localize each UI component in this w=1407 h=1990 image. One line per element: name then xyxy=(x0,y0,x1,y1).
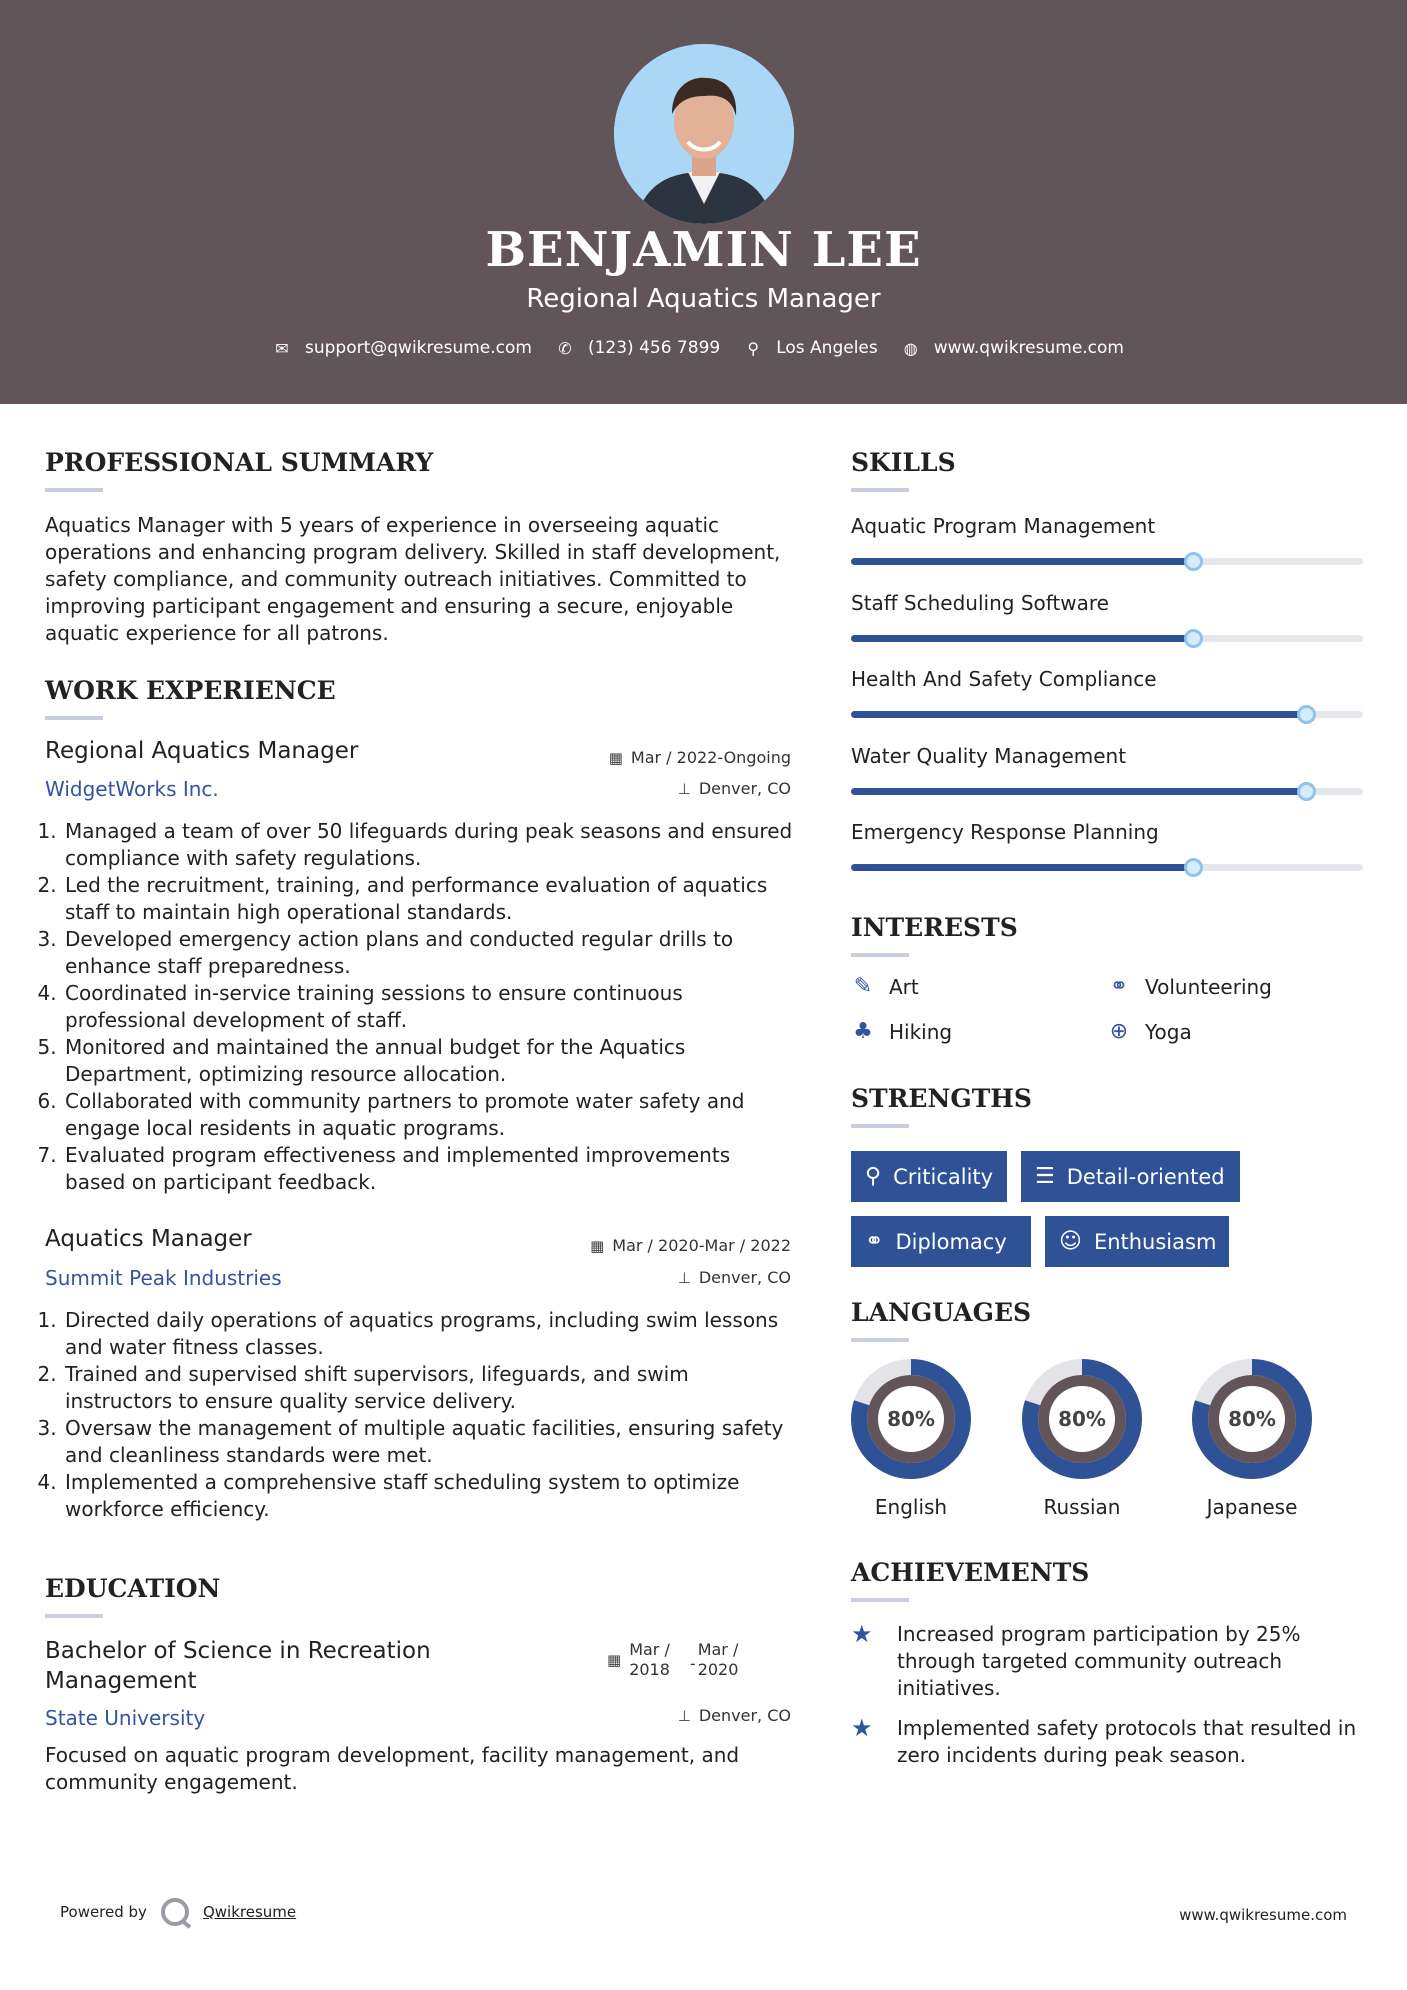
job-dates-text-1: Mar / 2022-Ongoing xyxy=(630,748,791,767)
languages-heading: LANGUAGES xyxy=(851,1298,1032,1327)
candidate-title: Regional Aquatics Manager xyxy=(526,284,881,314)
achievements-divider xyxy=(851,1598,909,1602)
pushpin-icon: ⊥ xyxy=(677,1268,691,1287)
language-donut xyxy=(849,1357,973,1481)
language-donut xyxy=(1020,1357,1144,1481)
edu-end-year: 2020 xyxy=(697,1660,739,1679)
skill-level-knob xyxy=(1184,552,1203,571)
shooting-star-icon: ★ xyxy=(851,1620,873,1648)
edu-date-separator: - xyxy=(689,1654,696,1673)
tree-icon: ♣ xyxy=(853,1019,873,1044)
footer-powered-by xyxy=(60,1898,296,1926)
skills-heading: SKILLS xyxy=(851,448,956,477)
list-item: 4. Coordinated in-service training sessions to ensure continuous professional development of staff. xyxy=(63,980,793,1034)
job-title-2: Aquatics Manager xyxy=(45,1226,252,1252)
skills-divider xyxy=(851,488,909,492)
edu-start-date xyxy=(629,1640,670,1680)
interest-label: Volunteering xyxy=(1145,974,1272,999)
skill-label: Water Quality Management xyxy=(851,743,1127,768)
list-item: 1. Managed a team of over 50 lifeguards during peak seasons and ensured compliance with safety regulations. xyxy=(63,818,793,872)
interest-label: Yoga xyxy=(1145,1019,1192,1044)
interest-label: Art xyxy=(889,974,919,999)
job-company-1[interactable]: WidgetWorks Inc. xyxy=(45,777,219,801)
job-title-1: Regional Aquatics Manager xyxy=(45,738,359,764)
language-percent: 80% xyxy=(1058,1407,1106,1431)
strength-label: Detail-oriented xyxy=(1066,1164,1225,1189)
job-location-text-2: Denver, CO xyxy=(698,1268,791,1287)
language-name: Russian xyxy=(1043,1495,1121,1519)
skill-track xyxy=(851,864,1363,871)
job-dates-1 xyxy=(609,748,791,767)
handshake-icon: ⚭ xyxy=(1109,974,1129,999)
qwikresume-logo-icon xyxy=(161,1898,189,1926)
skill-level-fill xyxy=(851,558,1194,565)
summary-text: Aquatics Manager with 5 years of experience in overseeing aquatic operations and enhancing program delivery. Skilled in staff development, safety compliance, and community outreach initiatives. Committed to improving participant engagement and ensuring a secure, enjoyable aquatic experience for all patrons. xyxy=(45,513,781,645)
strength-enthusiasm xyxy=(1045,1216,1229,1267)
email-text: support@qwikresume.com xyxy=(305,338,532,358)
job-bullets-1 xyxy=(45,818,793,1196)
edu-start-month: Mar / xyxy=(629,1640,670,1659)
strength-diplomacy xyxy=(851,1216,1031,1267)
powered-by-text: Powered by xyxy=(60,1903,147,1921)
experience-divider xyxy=(45,716,103,720)
job-dates-2 xyxy=(590,1236,791,1255)
contact-phone[interactable] xyxy=(556,338,720,358)
interest-label: Hiking xyxy=(889,1019,953,1044)
achievement-item-1 xyxy=(851,1621,1361,1702)
education-description: Focused on aquatic program development, facility management, and community engagement. xyxy=(45,1743,740,1794)
interests-divider xyxy=(851,953,909,957)
strength-label: Criticality xyxy=(893,1164,994,1189)
degree-title xyxy=(45,1636,431,1696)
candidate-name: BENJAMIN LEE xyxy=(485,222,922,278)
language-english xyxy=(849,1357,973,1519)
edu-end-month: Mar / xyxy=(697,1640,739,1659)
skill-label: Staff Scheduling Software xyxy=(851,590,1109,615)
job-company-2[interactable]: Summit Peak Industries xyxy=(45,1266,282,1290)
skill-track xyxy=(851,788,1363,795)
skill-level-fill xyxy=(851,635,1194,642)
achievements-heading: ACHIEVEMENTS xyxy=(851,1558,1090,1587)
brand-link[interactable]: Qwikresume xyxy=(202,1903,297,1921)
summary-heading: PROFESSIONAL SUMMARY xyxy=(45,448,434,477)
skill-label: Health And Safety Compliance xyxy=(851,667,1157,691)
language-name: Japanese xyxy=(1206,1495,1298,1519)
list-item: 4. Implemented a comprehensive staff scheduling system to optimize workforce efficiency. xyxy=(63,1469,793,1523)
strengths-divider xyxy=(851,1124,909,1128)
achievement-text: Implemented safety protocols that resulted in zero incidents during peak season. xyxy=(897,1716,1357,1767)
smiley-icon: ☺ xyxy=(1059,1229,1082,1254)
skill-track xyxy=(851,635,1363,642)
language-japanese xyxy=(1190,1357,1314,1519)
interests-heading: INTERESTS xyxy=(851,913,1018,942)
footer-website[interactable]: www.qwikresume.com xyxy=(1179,1906,1347,1924)
magnifier-icon: ⚲ xyxy=(865,1164,882,1189)
skill-level-knob xyxy=(1297,782,1316,801)
language-russian xyxy=(1020,1357,1144,1519)
skill-level-knob xyxy=(1297,705,1316,724)
map-pin-icon: ⚲ xyxy=(747,338,760,358)
envelope-icon: ✉ xyxy=(275,338,289,358)
website-text: www.qwikresume.com xyxy=(933,338,1124,358)
list-item: 2. Trained and supervised shift supervisors, lifeguards, and swim instructors to ensure quality service delivery. xyxy=(63,1361,793,1415)
skill-level-knob xyxy=(1184,629,1203,648)
list-icon: ☰ xyxy=(1035,1164,1055,1189)
list-item: 2. Led the recruitment, training, and performance evaluation of aquatics staff to maintain high operational standards. xyxy=(63,872,793,926)
list-item: 7. Evaluated program effectiveness and implemented improvements based on participant feedback. xyxy=(63,1142,793,1196)
edu-start-year: 2018 xyxy=(629,1660,670,1679)
interest-yoga xyxy=(1107,1019,1192,1044)
skill-label: Aquatic Program Management xyxy=(851,514,1156,538)
education-location xyxy=(678,1706,791,1725)
education-dates xyxy=(607,1640,738,1680)
contact-website[interactable] xyxy=(902,338,1124,358)
job-location-2 xyxy=(678,1268,791,1287)
language-percent: 80% xyxy=(1228,1407,1276,1431)
job-bullets-2 xyxy=(45,1307,793,1523)
skill-track xyxy=(851,711,1363,718)
shooting-star-icon: ★ xyxy=(851,1714,873,1742)
calendar-icon: ▦ xyxy=(607,1651,622,1669)
degree-line-2: Management xyxy=(45,1668,197,1694)
phone-text: (123) 456 7899 xyxy=(587,338,721,358)
interest-hiking xyxy=(851,1019,952,1044)
achievement-text: Increased program participation by 25% through targeted community outreach initiatives. xyxy=(897,1622,1301,1700)
job-dates-text-2: Mar / 2020-Mar / 2022 xyxy=(612,1236,791,1255)
language-name: English xyxy=(874,1495,948,1519)
interest-art xyxy=(851,974,919,999)
skill-track xyxy=(851,558,1363,565)
calendar-icon: ▦ xyxy=(590,1236,605,1255)
skill-level-knob xyxy=(1184,858,1203,877)
job-location-1 xyxy=(678,779,791,798)
skill-label: Emergency Response Planning xyxy=(851,820,1159,844)
experience-heading: WORK EXPERIENCE xyxy=(45,676,336,705)
language-percent: 80% xyxy=(887,1407,935,1431)
paintbrush-icon: ✎ xyxy=(853,974,873,999)
job-location-text-1: Denver, CO xyxy=(698,779,791,798)
degree-line-1: Bachelor of Science in Recreation xyxy=(45,1638,431,1664)
list-item: 5. Monitored and maintained the annual budget for the Aquatics Department, optimizing resource allocation. xyxy=(63,1034,793,1088)
skill-level-fill xyxy=(851,788,1307,795)
strength-label: Enthusiasm xyxy=(1093,1229,1217,1254)
school-name[interactable]: State University xyxy=(45,1706,206,1730)
education-location-text: Denver, CO xyxy=(698,1706,791,1725)
achievement-item-2 xyxy=(851,1715,1361,1769)
list-item: 1. Directed daily operations of aquatics programs, including swim lessons and water fitness classes. xyxy=(63,1307,793,1361)
edu-end-date xyxy=(698,1640,739,1680)
list-item: 6. Collaborated with community partners to promote water safety and engage local residents in aquatic programs. xyxy=(63,1088,793,1142)
language-donut xyxy=(1190,1357,1314,1481)
location-text: Los Angeles xyxy=(776,338,878,358)
strength-criticality xyxy=(851,1151,1007,1202)
contact-email[interactable] xyxy=(273,338,532,358)
phone-icon: ✆ xyxy=(558,338,572,358)
resume-header xyxy=(0,0,1407,404)
person-portrait-icon xyxy=(614,44,794,224)
globe-icon: ◍ xyxy=(903,338,918,358)
list-item: 3. Oversaw the management of multiple aquatic facilities, ensuring safety and cleanliness standards were met. xyxy=(63,1415,793,1469)
contact-location xyxy=(744,338,878,358)
strengths-heading: STRENGTHS xyxy=(851,1084,1032,1113)
pushpin-icon: ⊥ xyxy=(677,1706,691,1725)
handshake-icon: ⚭ xyxy=(865,1229,884,1254)
lifebuoy-icon: ⊕ xyxy=(1109,1019,1129,1044)
education-heading: EDUCATION xyxy=(45,1574,221,1603)
skill-level-fill xyxy=(851,864,1194,871)
education-divider xyxy=(45,1614,103,1618)
languages-divider xyxy=(851,1338,909,1342)
calendar-icon: ▦ xyxy=(608,748,623,767)
pushpin-icon: ⊥ xyxy=(677,779,691,798)
interest-volunteering xyxy=(1107,974,1272,999)
summary-divider xyxy=(45,488,103,492)
skill-level-fill xyxy=(851,711,1307,718)
contact-bar xyxy=(0,338,1407,358)
list-item: 3. Developed emergency action plans and conducted regular drills to enhance staff preparedness. xyxy=(63,926,793,980)
strength-label: Diplomacy xyxy=(895,1229,1007,1254)
strength-detail-oriented xyxy=(1021,1151,1240,1202)
profile-photo xyxy=(614,44,794,224)
